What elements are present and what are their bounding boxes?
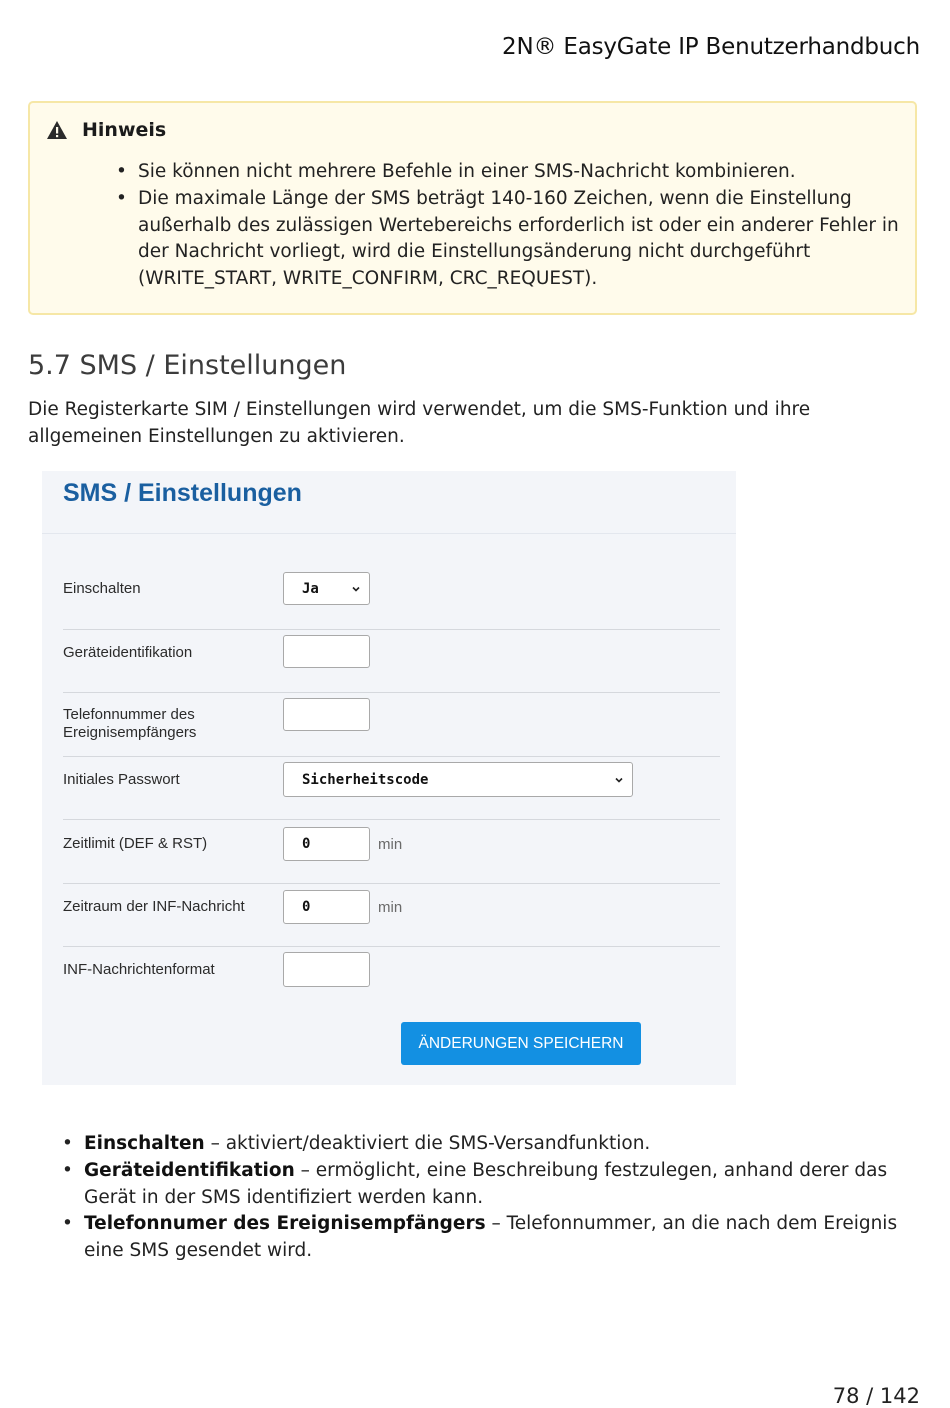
form-row-inf-format [63,947,720,1010]
definition-text: – aktiviert/deaktiviert die SMS-Versandfunktion. [204,1133,651,1154]
sms-settings-panel [42,471,736,1085]
panel-divider [42,533,736,534]
chevron-down-icon [615,776,623,784]
definition-term: Einschalten [84,1133,205,1154]
password-select[interactable] [283,762,633,797]
note-heading [46,119,166,141]
form-row-zeitlimit [63,820,720,884]
form-row-telefonnummer [63,693,720,757]
definition-text: – ermöglicht, eine Beschreibung festzulegen, anhand derer das Gerät in der SMS identifiziert werden kann. [84,1159,888,1208]
input-value: 0 [302,836,311,852]
section-title: 5.7 SMS / Einstellungen [28,350,347,381]
page-number: 78 / 142 [832,1384,920,1408]
input-value: 0 [302,899,311,915]
timeout-input[interactable] [283,827,370,861]
form-row-geraeteidentifikation [63,629,720,693]
row-label: Zeitlimit (DEF & RST) [63,835,208,852]
definition-list [84,1131,929,1265]
note-list [138,159,908,293]
save-changes-button[interactable]: ÄNDERUNGEN SPEICHERN [401,1022,641,1065]
row-label: Initiales Passwort [63,771,180,788]
phone-number-input[interactable] [283,698,370,731]
inf-period-input[interactable] [283,890,370,924]
row-label: Zeitraum der INF-Nachricht [63,898,245,915]
document-header-title: 2N® EasyGate IP Benutzerhandbuch [502,34,920,60]
panel-title: SMS / Einstellungen [63,479,302,507]
section-intro: Die Registerkarte SIM / Einstellungen wird verwendet, um die SMS-Funktion und ihre allgemeinen Einstellungen zu aktivieren. [28,399,811,447]
form-row-zeitraum-inf [63,883,720,947]
row-label: Einschalten [63,580,141,597]
unit-label: min [378,836,403,853]
form-row-passwort [63,756,720,820]
select-value: Sicherheitscode [302,772,429,788]
definition-text: – Telefonnummer, an die nach dem Ereignis eine SMS gesendet wird. [84,1213,898,1262]
form-row-einschalten [63,566,720,630]
note-item: • Sie können nicht mehrere Befehle in einer SMS-Nachricht kombinieren. [138,159,908,186]
warning-icon [46,120,68,140]
select-value: Ja [302,581,319,597]
row-label: Telefonnummer des Ereignisempfängers [63,706,197,741]
note-title: Hinweis [82,119,167,141]
definition-item [84,1158,929,1212]
definition-item [84,1211,929,1265]
note-box [28,101,917,315]
inf-format-input[interactable] [283,952,370,987]
row-label: INF-Nachrichtenformat [63,961,215,978]
note-item: • Die maximale Länge der SMS beträgt 140-160 Zeichen, wenn die Einstellung außerhalb des zulässigen Wertebereichs erforderlich ist oder ein anderer Fehler in der Nachricht vorliegt, wird die Einstellungsänderung nicht durchgeführt (WRITE_START, WRITE_CONFIRM, CRC_REQUEST). [138,186,908,293]
row-label: Geräteidentifikation [63,644,193,661]
definition-term: Geräteidentifikation [84,1159,295,1181]
enable-select[interactable] [283,572,370,605]
device-id-input[interactable] [283,635,370,668]
unit-label: min [378,899,403,916]
definition-item [84,1131,929,1158]
chevron-down-icon [352,585,360,593]
definition-term: Telefonnumer des Ereignisempfängers [84,1213,486,1235]
